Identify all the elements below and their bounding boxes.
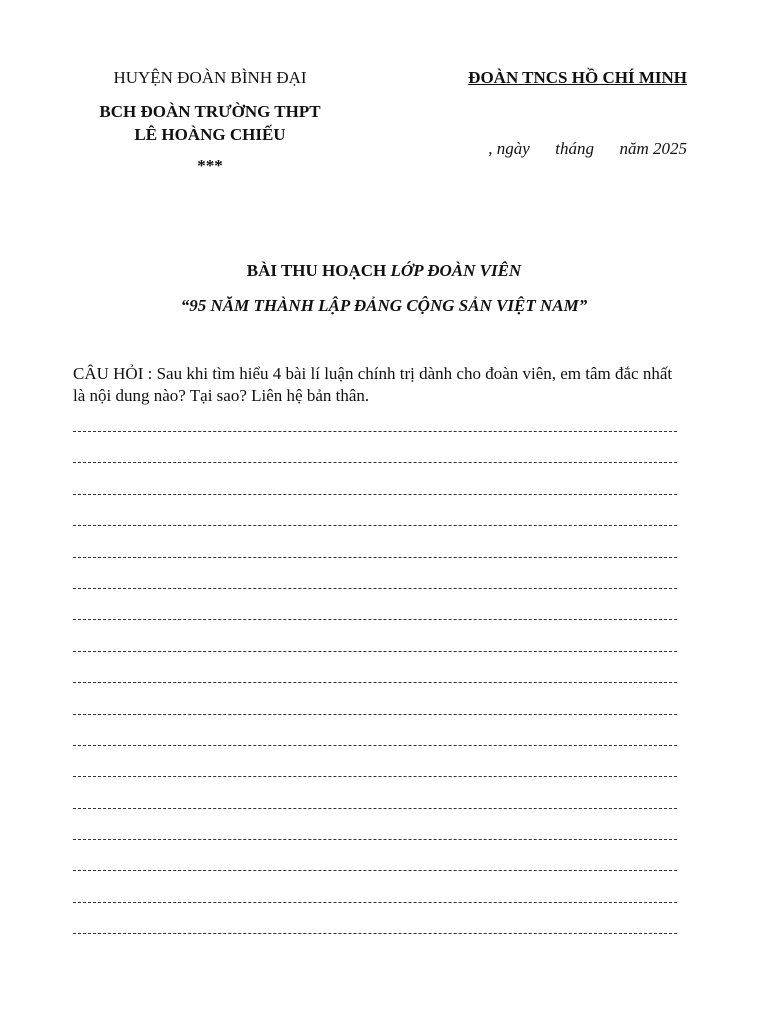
answer-line — [73, 421, 677, 432]
district-union-name: HUYỆN ĐOÀN BÌNH ĐẠI — [113, 68, 307, 87]
answer-line — [73, 495, 677, 526]
document-title-block — [0, 258, 768, 319]
separator-stars: *** — [197, 156, 223, 175]
document-subtitle: “95 NĂM THÀNH LẬP ĐẢNG CỘNG SẢN VIỆT NAM” — [180, 296, 588, 315]
document-title — [0, 258, 768, 284]
header-right-block — [468, 66, 687, 90]
answer-line — [73, 463, 677, 494]
answer-line — [73, 558, 677, 589]
school-line-2: LÊ HOÀNG CHIẾU — [134, 125, 286, 144]
title-italic: LỚP ĐOÀN VIÊN — [390, 261, 522, 280]
answer-line — [73, 871, 677, 902]
title-prefix: BÀI THU HOẠCH — [246, 261, 391, 280]
answer-line — [73, 432, 677, 463]
answer-line — [73, 683, 677, 714]
answer-line — [73, 903, 677, 934]
header-left-block — [76, 66, 344, 178]
date-line: , ngày tháng năm 2025 — [488, 139, 687, 158]
answer-lines — [73, 421, 677, 934]
answer-line — [73, 652, 677, 683]
answer-line — [73, 526, 677, 557]
answer-line — [73, 809, 677, 840]
answer-line — [73, 715, 677, 746]
answer-line — [73, 746, 677, 777]
answer-line — [73, 620, 677, 651]
school-union-name — [76, 100, 344, 146]
answer-line — [73, 840, 677, 871]
answer-line — [73, 589, 677, 620]
question-text: CÂU HỎI : Sau khi tìm hiểu 4 bài lí luận chính trị dành cho đoàn viên, em tâm đắc nhất là nội dung nào? Tại sao? Liên hệ bản thân. — [73, 364, 673, 405]
union-title: ĐOÀN TNCS HỒ CHÍ MINH — [468, 68, 687, 87]
school-line-1: BCH ĐOÀN TRƯỜNG THPT — [99, 102, 321, 121]
answer-line — [73, 777, 677, 808]
